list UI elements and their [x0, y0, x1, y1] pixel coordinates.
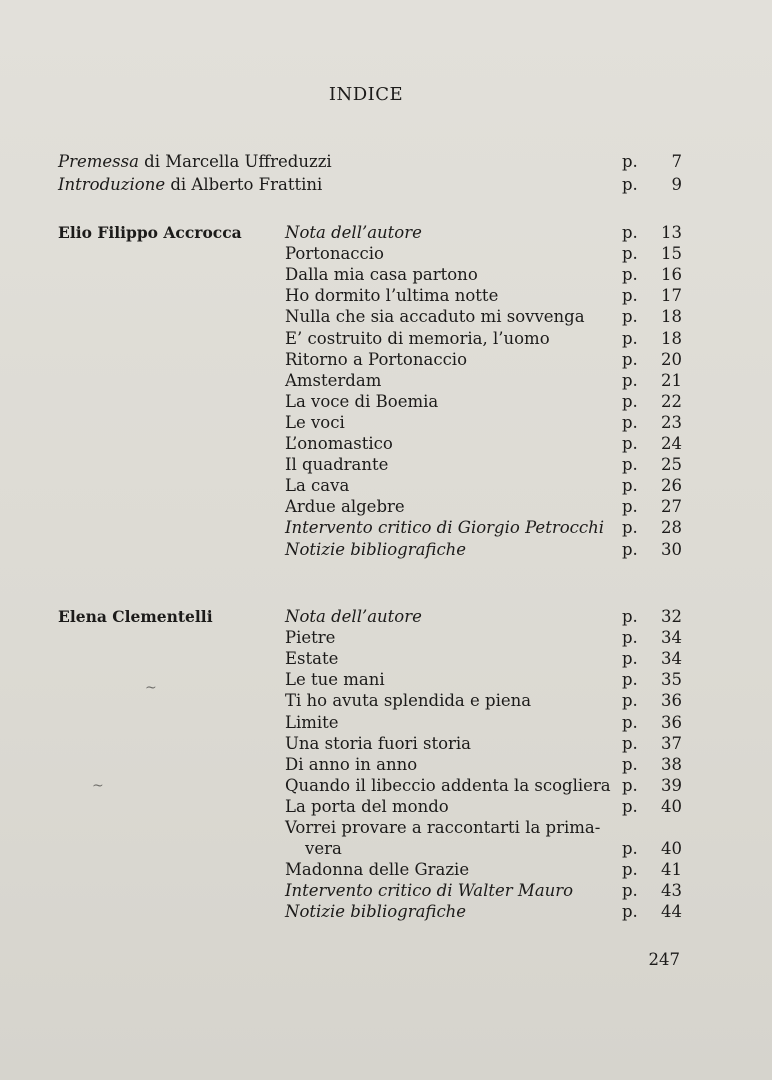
- front-entry-label-rest: di Alberto Frattini: [165, 175, 323, 194]
- page-abbrev: p.: [622, 412, 638, 432]
- page-abbrev: p.: [622, 518, 638, 538]
- page-abbrev: p.: [622, 691, 638, 711]
- toc-entry-title: La voce di Boemia: [285, 391, 439, 411]
- toc-entry-title: Ti ho avuta splendida e piena: [285, 691, 532, 711]
- page-ref: 9: [671, 175, 682, 194]
- toc-entry-title: Estate: [285, 649, 339, 669]
- page-ref: 40: [661, 839, 682, 859]
- page-abbrev: p.: [622, 775, 638, 795]
- page-abbrev: p.: [622, 902, 638, 922]
- page-ref: 36: [661, 691, 682, 711]
- section-author: Elena Clementelli: [58, 607, 213, 626]
- front-entry-premessa: [58, 151, 332, 173]
- page-abbrev: p.: [622, 539, 638, 559]
- toc-entry-title: Intervento critico di Walter Mauro: [285, 881, 574, 901]
- page-ref: 18: [661, 328, 682, 348]
- toc-entry-title: Portonaccio: [285, 244, 384, 264]
- page-ref: 38: [661, 754, 682, 774]
- page-ref: 44: [661, 902, 682, 922]
- page-ref: 27: [661, 497, 682, 517]
- front-entry-introduzione: [58, 174, 322, 196]
- toc-entry-title: Le voci: [285, 412, 345, 432]
- page-abbrev: p.: [622, 860, 638, 880]
- toc-entry-title: La porta del mondo: [285, 796, 449, 816]
- page-abbrev: p.: [622, 712, 638, 732]
- page-number: 247: [648, 950, 680, 969]
- front-entry-label-em: Premessa: [58, 152, 139, 171]
- page-abbrev: p.: [622, 754, 638, 774]
- page-ref: 7: [671, 152, 682, 171]
- toc-entry-title: Vorrei provare a raccontarti la prima-: [285, 818, 601, 837]
- page-abbrev: p.: [622, 497, 638, 517]
- page-ref: 30: [661, 539, 682, 559]
- front-entry-label-rest: di Marcella Uffreduzzi: [138, 152, 332, 171]
- toc-entry-title: Di anno in anno: [285, 754, 418, 774]
- page-abbrev: p.: [622, 670, 638, 690]
- ink-mark-icon: ~: [145, 680, 157, 696]
- page-ref: 34: [661, 649, 682, 669]
- toc-entry-title: Ritorno a Portonaccio: [285, 349, 468, 369]
- page-abbrev: p.: [622, 434, 638, 453]
- page-ref: 40: [661, 796, 682, 816]
- page-abbrev: p.: [622, 370, 638, 390]
- page-ref: 16: [661, 265, 682, 285]
- page-abbrev: p.: [622, 628, 638, 648]
- page-ref: 43: [661, 881, 682, 901]
- toc-entry-title: E’ costruito di memoria, l’uomo: [285, 328, 550, 348]
- page-ref: 18: [661, 307, 682, 327]
- page-ref: 17: [661, 286, 682, 306]
- front-entry-label-em: Introduzione: [58, 175, 166, 194]
- page-abbrev: p.: [622, 881, 638, 901]
- toc-entry-title: Nota dell’autore: [285, 223, 422, 242]
- page-ref: 37: [661, 733, 682, 753]
- page-abbrev: p.: [622, 733, 638, 753]
- toc-entry-title: Le tue mani: [285, 670, 385, 690]
- page-abbrev: p.: [622, 265, 638, 285]
- page-ref: 20: [661, 349, 682, 369]
- toc-entry-title: Notizie bibliografiche: [285, 539, 467, 559]
- page-ref: 21: [661, 370, 682, 390]
- toc-entry-title: Pietre: [285, 628, 336, 648]
- page-ref: 41: [661, 860, 682, 880]
- page-ref: 24: [661, 434, 682, 453]
- page-ref: 25: [661, 455, 682, 475]
- page-ref: 15: [661, 244, 682, 264]
- page-abbrev: p.: [622, 307, 638, 327]
- page-ref: [642, 817, 682, 839]
- page-abbrev: p.: [622, 328, 638, 348]
- page-abbrev: p.: [622, 796, 638, 816]
- toc-entry-title: Limite: [285, 712, 339, 732]
- page-abbrev: p.: [622, 286, 638, 306]
- ink-mark-icon: ~: [92, 778, 104, 794]
- page-abbrev: p.: [622, 391, 638, 411]
- toc-entry-title: Nulla che sia accaduto mi sovvenga: [285, 307, 585, 327]
- toc-entry-title: Ardue algebre: [285, 497, 405, 517]
- page-abbrev: p.: [622, 839, 638, 859]
- page-ref: 28: [661, 518, 682, 538]
- page-ref: 13: [661, 223, 682, 242]
- toc-entry-title: L’onomastico: [285, 434, 393, 453]
- page-abbrev: p.: [622, 607, 638, 626]
- page-abbrev: p.: [622, 476, 638, 496]
- page-abbrev: p.: [622, 455, 638, 475]
- page-ref: 35: [661, 670, 682, 690]
- page-abbrev: p.: [622, 649, 638, 669]
- page-ref: 34: [661, 628, 682, 648]
- page-ref: 23: [661, 412, 682, 432]
- toc-entry-title: Madonna delle Grazie: [285, 860, 470, 880]
- page-abbrev: p.: [622, 244, 638, 264]
- page-ref: 39: [661, 775, 682, 795]
- section-author: Elio Filippo Accrocca: [58, 223, 242, 242]
- toc-entry-title: Una storia fuori storia: [285, 733, 472, 753]
- toc-entry-title: Ho dormito l’ultima notte: [285, 286, 499, 306]
- toc-entry-title: Il quadrante: [285, 455, 389, 475]
- toc-entry-title: Amsterdam: [285, 370, 382, 390]
- toc-entry-title: Notizie bibliografiche: [285, 902, 467, 922]
- toc-entry-title: Dalla mia casa partono: [285, 265, 478, 285]
- page-ref: 26: [661, 476, 682, 496]
- page-title: INDICE: [328, 84, 404, 105]
- page-abbrev: p.: [622, 223, 638, 242]
- toc-entry-title: La cava: [285, 476, 350, 496]
- page-ref: 36: [661, 712, 682, 732]
- page-abbrev: p.: [622, 152, 638, 171]
- page-abbrev: p.: [622, 349, 638, 369]
- page-ref: 22: [661, 391, 682, 411]
- toc-entry-title: Nota dell’autore: [285, 607, 422, 626]
- toc-entry-title: Intervento critico di Giorgio Petrocchi: [285, 518, 605, 538]
- toc-entry-title: Quando il libeccio addenta la scogliera: [285, 775, 611, 795]
- toc-entry-title: vera: [305, 839, 342, 859]
- page-ref: 32: [661, 607, 682, 626]
- page-abbrev: p.: [622, 175, 638, 194]
